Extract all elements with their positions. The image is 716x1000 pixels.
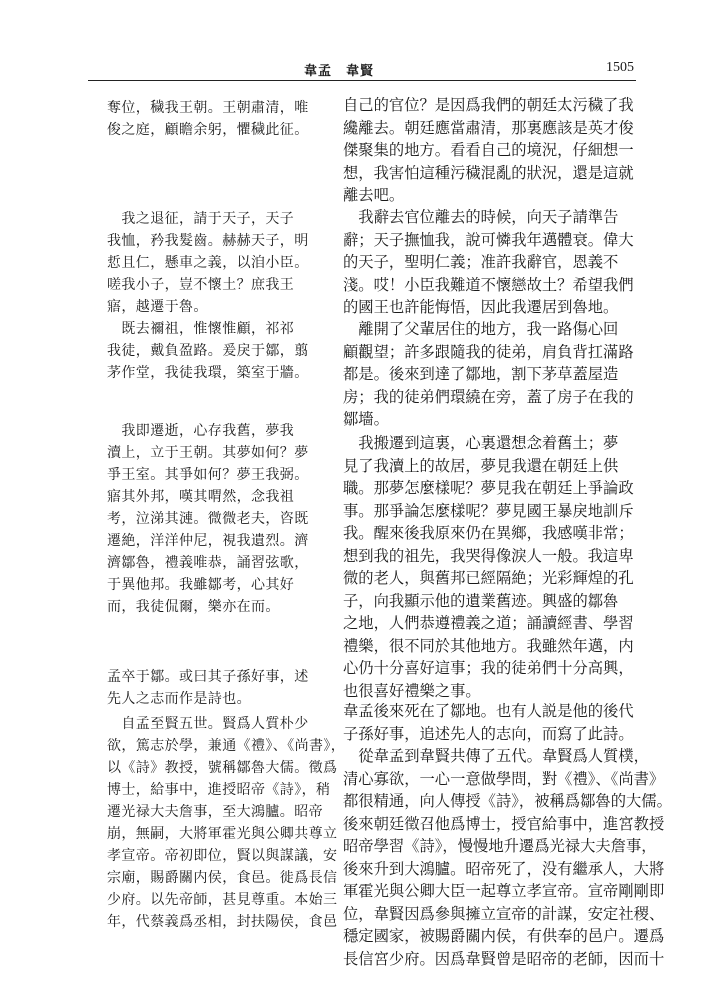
original-paragraph bbox=[107, 318, 309, 384]
translation-paragraph bbox=[343, 700, 633, 745]
text-line: 的國王也許能悔悟，因此我遷居到魯地。 bbox=[343, 298, 619, 316]
original-paragraph bbox=[107, 666, 309, 710]
text-line: 爭王室。其爭如何？夢王我弼。 bbox=[107, 467, 309, 483]
text-line: 先人之志而作是詩也。 bbox=[107, 691, 251, 707]
header-rule bbox=[88, 80, 636, 81]
text-line: 嗟我小子，豈不懷土？庶我王 bbox=[107, 277, 295, 293]
translation-paragraph bbox=[343, 432, 633, 702]
text-line: 以《詩》教授，號稱鄒魯大儒。徵爲 bbox=[107, 760, 338, 776]
text-line: 我即遷逝，心存我舊，夢我 bbox=[107, 423, 295, 439]
text-line: 都很精通，向人傳授《詩》，被稱爲鄒魯的大儒。 bbox=[343, 792, 672, 810]
text-line: 後來朝廷徵召他爲博士，授官給事中，進宮教授 bbox=[343, 814, 665, 833]
text-line: 辭；天子撫恤我，說可憐我年邁體衰。偉大 bbox=[343, 230, 634, 249]
text-line: 都是。後來到達了鄒地，割下茅草蓋屋造 bbox=[343, 365, 619, 383]
text-line: 禮樂，很不同於其他地方。我雖然年邁，内 bbox=[343, 636, 634, 655]
text-line: 俊之庭，顧瞻余躬，懼穢此征。 bbox=[107, 122, 309, 138]
text-line: 纔離去。朝廷應當肅清，那裏應該是英才俊 bbox=[343, 118, 634, 137]
text-line: 傑聚集的地方。看看自己的境況，仔細想一 bbox=[343, 141, 634, 159]
text-line: 顧觀望；許多跟隨我的徒弟，肩負背扛滿路 bbox=[343, 342, 634, 361]
text-line: 子孫好事，追述先人的志向，而寫了此詩。 bbox=[343, 724, 634, 743]
text-line: 少府。以先帝師，甚見尊重。本始三 bbox=[107, 892, 338, 908]
original-paragraph bbox=[107, 208, 309, 318]
text-line: 也很喜好禮樂之事。 bbox=[343, 681, 481, 700]
text-line: 年，代蔡義爲丞相，封扶陽侯，食邑 bbox=[107, 914, 338, 930]
text-line: 崩，無嗣，大將軍霍光與公卿共尊立 bbox=[107, 826, 338, 842]
text-line: 從韋孟到韋賢共傳了五代。韋賢爲人質樸， bbox=[343, 747, 649, 765]
text-line: 孝宣帝。帝初即位，賢以與謀議，安 bbox=[107, 848, 338, 864]
text-line: 昭帝學習《詩》，慢慢地升遷爲光禄大夫詹事， bbox=[343, 837, 657, 855]
text-line: 于異他邦。我雖鄒考，心其好 bbox=[107, 577, 295, 593]
text-line: 奪位，穢我王朝。王朝肅清，唯 bbox=[107, 100, 309, 116]
text-line: 心仍十分喜好這事；我的徒弟們十分高興， bbox=[343, 659, 634, 677]
text-line: 淺。哎！小臣我難道不懷戀故土？希望我們 bbox=[343, 275, 634, 294]
translation-paragraph bbox=[343, 745, 672, 970]
text-line: 穩定國家，被賜爵關内侯，有供奉的邑户。遷爲 bbox=[343, 927, 665, 945]
text-line: 我恤，矜我髮齒。赫赫天子，明 bbox=[107, 233, 309, 249]
text-line: 自孟至賢五世。賢爲人質朴少 bbox=[107, 716, 309, 732]
text-line: 想，我害怕這種污穢混亂的狀況，還是這就 bbox=[343, 163, 634, 182]
text-line: 遷絶，洋洋仲尼，視我遺烈。濟 bbox=[107, 533, 309, 549]
text-line: 孟卒于鄒。或曰其子孫好事，述 bbox=[107, 669, 309, 685]
original-paragraph bbox=[107, 420, 309, 618]
text-line: 我之退征，請于天子，天子 bbox=[107, 211, 295, 227]
text-line: 茅作堂，我徒我環，築室于牆。 bbox=[107, 365, 309, 381]
text-line: 瀆上，立于王朝。其夢如何？夢 bbox=[107, 445, 309, 461]
text-line: 離去吧。 bbox=[343, 186, 405, 204]
text-line: 我搬遷到這裏，心裏還想念着舊土；夢 bbox=[343, 434, 619, 452]
text-line: 的天子，聖明仁義；准許我辭官，恩義不 bbox=[343, 253, 619, 271]
text-line: 位，韋賢因爲參與擁立宣帝的計謀，安定社稷、 bbox=[343, 904, 665, 923]
text-line: 長信宮少府。因爲韋賢曾是昭帝的老師，因而十 bbox=[343, 949, 665, 968]
page-number: 1505 bbox=[606, 60, 634, 75]
text-line: 我辭去官位離去的時候，向天子請準告 bbox=[343, 208, 619, 226]
text-line: 微的老人，與舊邦已經隔絶；光彩輝煌的孔 bbox=[343, 569, 634, 587]
text-line: 想到我的祖先，我哭得像淚人一般。我這卑 bbox=[343, 546, 634, 565]
translation-paragraph bbox=[343, 318, 633, 431]
text-line: 職。那夢怎麼樣呢？夢見我在朝廷上爭論政 bbox=[343, 479, 634, 497]
text-line: 事。那爭論怎麼樣呢？夢見國王暴戾地訓斥 bbox=[343, 501, 634, 520]
original-paragraph bbox=[107, 97, 309, 141]
text-line: 韋孟後來死在了鄒地。也有人説是他的後代 bbox=[343, 702, 634, 720]
text-line: 博士，給事中，進授昭帝《詩》，稍 bbox=[107, 782, 331, 798]
text-line: 鄒墻。 bbox=[343, 410, 389, 428]
text-line: 後來升到大鴻臚。昭帝死了，没有繼承人，大將 bbox=[343, 859, 665, 878]
text-line: 自己的官位？是因爲我們的朝廷太污穢了我 bbox=[343, 96, 634, 114]
text-line: 我。醒來後我原來仍在異鄉，我感嘆非常； bbox=[343, 524, 634, 542]
text-line: 軍霍光與公卿大臣一起尊立孝宣帝。宣帝剛剛即 bbox=[343, 882, 665, 900]
text-line: 遷光禄大夫詹事，至大鴻臚。昭帝 bbox=[107, 804, 323, 820]
translation-paragraph bbox=[343, 94, 633, 207]
running-header-title: 韋孟 韋賢 bbox=[304, 64, 375, 79]
text-line: 而，我徒侃爾，樂亦在而。 bbox=[107, 599, 280, 615]
text-line: 宗廟，賜爵關内侯，食邑。徙爲長信 bbox=[107, 870, 338, 886]
text-line: 見了我瀆上的故居，夢見我還在朝廷上供 bbox=[343, 456, 619, 475]
text-line: 寤，越遷于魯。 bbox=[107, 299, 208, 315]
translation-paragraph bbox=[343, 206, 633, 319]
text-line: 房；我的徒弟們環繞在旁，蓋了房子在我的 bbox=[343, 387, 634, 406]
text-line: 寤其外邦，嘆其喟然，念我祖 bbox=[107, 489, 295, 505]
text-line: 悊且仁，懸車之義，以洎小臣。 bbox=[107, 255, 309, 271]
original-paragraph bbox=[107, 713, 346, 933]
text-line: 子，向我顯示他的遺業舊迹。興盛的鄒魯 bbox=[343, 591, 619, 610]
text-line: 我徒，戴負盈路。爰戾于鄒，翦 bbox=[107, 343, 309, 359]
text-line: 欲，篤志於學，兼通《禮》、《尚書》， bbox=[107, 738, 346, 754]
text-line: 之地，人們恭遵禮義之道；誦讀經書、學習 bbox=[343, 614, 634, 632]
text-line: 既去禰祖，惟懷惟顧，祁祁 bbox=[107, 321, 295, 337]
text-line: 清心寡欲，一心一意做學問，對《禮》、《尚書》 bbox=[343, 769, 665, 788]
text-line: 考，泣涕其漣。微微老夫，咨既 bbox=[107, 511, 309, 527]
text-line: 離開了父輩居住的地方，我一路傷心回 bbox=[343, 320, 619, 338]
text-line: 濟鄒魯，禮義唯恭，誦習弦歌， bbox=[107, 555, 309, 571]
